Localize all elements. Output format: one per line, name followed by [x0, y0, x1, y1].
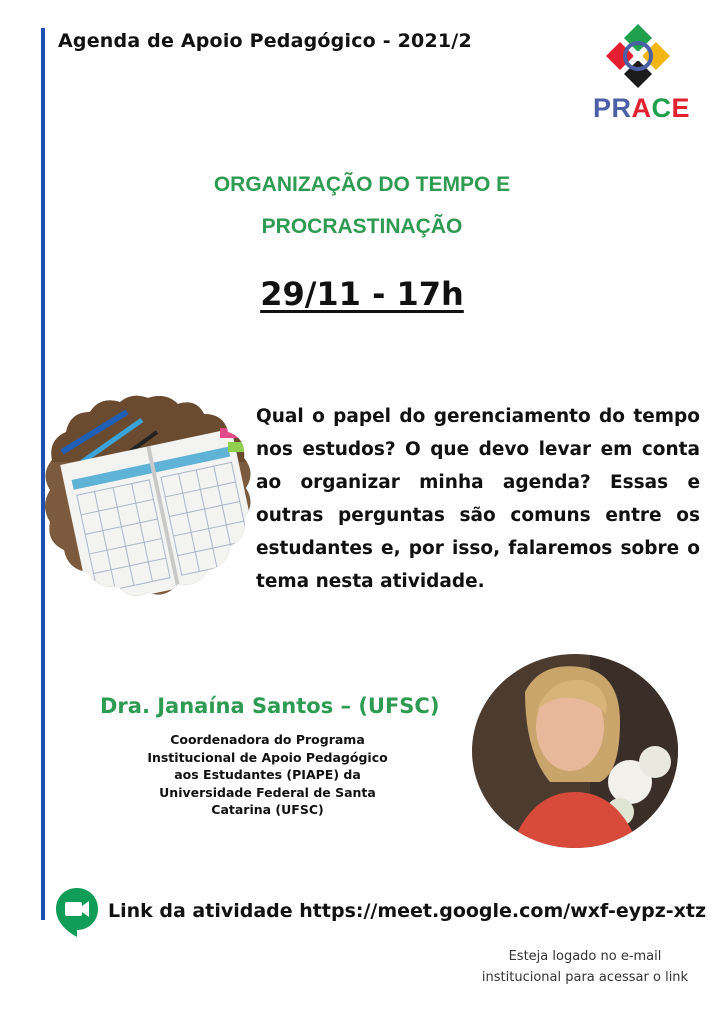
event-title-line-2: PROCRASTINAÇÃO: [261, 215, 463, 238]
speaker-role: [140, 731, 395, 819]
activity-link[interactable]: Link da atividade https://meet.google.com/wxf-eypz-xtz: [108, 900, 707, 922]
event-title-line-1: ORGANIZAÇÃO DO TEMPO E: [213, 173, 511, 196]
speaker-role-line: aos Estudantes (PIAPE) da: [174, 767, 361, 782]
speaker-role-line: Coordenadora do Programa: [170, 732, 365, 747]
login-note-line: Esteja logado no e-mail: [508, 949, 662, 964]
speaker-name: Dra. Janaína Santos – (UFSC): [100, 694, 440, 718]
event-description: Qual o papel do gerenciamento do tempo nos estudos? O que devo levar em conta ao organizar minha agenda? Essas e outras perguntas são comuns entre os estudantes e, por isso, falaremos sobre o tema nesta atividade.: [256, 406, 700, 592]
event-date-time: 29/11 - 17h: [260, 275, 464, 313]
google-meet-icon[interactable]: [54, 886, 100, 938]
login-note-line: institucional para acessar o link: [481, 970, 689, 985]
speaker-photo: [470, 652, 680, 850]
login-note: [470, 946, 700, 988]
planner-photo: [42, 392, 254, 602]
speaker-role-line: Catarina (UFSC): [211, 802, 324, 817]
agenda-title: Agenda de Apoio Pedagógico - 2021/2: [58, 30, 472, 52]
prace-logo-text: PRACE: [593, 93, 691, 123]
speaker-role-line: Institucional de Apoio Pedagógico: [147, 749, 388, 765]
speaker-role-line: Universidade Federal de Santa: [159, 784, 376, 800]
